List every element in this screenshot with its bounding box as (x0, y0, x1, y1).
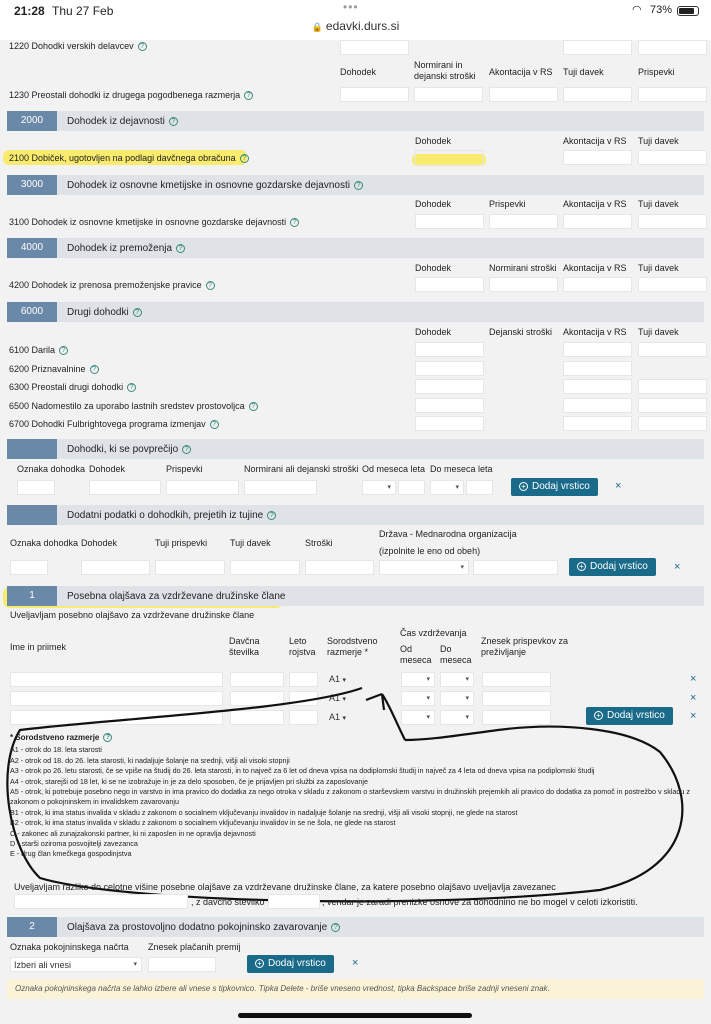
chevron-down-icon: ▾ (342, 696, 347, 703)
input-od-leto[interactable] (398, 480, 425, 495)
select-pokojninski-nacrt[interactable]: Izberi ali vnesi ▾ (10, 957, 142, 972)
hdr-oznaka: Oznaka pokojninskega načrta (10, 942, 129, 952)
input-2100-akont[interactable] (563, 150, 632, 165)
row-1230-label: 1230 Preostali dohodki iz drugega pogodbenega razmerja ? (9, 90, 253, 100)
input-6200-dohodek[interactable] (415, 361, 484, 376)
input-do-leto[interactable] (466, 480, 493, 495)
help-icon[interactable]: ? (138, 42, 147, 51)
legend-item: A3 - otrok po 26. letu starosti, če se vpiše na študij do 26. leta starosti, in to največ za 6 let od dneva vpisa na dodiplomski študij in največ za 4 leta od dneva vpisa na podiplomski študij (10, 766, 595, 776)
razlika-end-text: , vendar je zaradi prenizke osnove za dohodnino ne bo mogel v celoti izkoristiti. (322, 897, 638, 907)
section-title: Posebna olajšava za vzdrževane družinske člane (67, 591, 286, 602)
input-1230-tuji[interactable] (563, 87, 632, 102)
section-povprecijo (7, 439, 704, 459)
select-od[interactable] (401, 672, 435, 687)
section-6000 (7, 302, 704, 322)
section-title: Olajšava za prostovoljno dodatno pokojninsko zavarovanje ? (67, 922, 340, 933)
remove-row-icon[interactable]: × (352, 957, 359, 969)
hdr-ime: Ime in priimek (10, 642, 67, 652)
plus-circle-icon: + (519, 482, 528, 491)
input-razlika-ime[interactable] (14, 894, 188, 909)
input-6500-dohodek[interactable] (415, 398, 484, 413)
row-6200-label: 6200 Priznavalnine ? (9, 364, 99, 374)
hdr-dohodek: Dohodek (340, 67, 377, 77)
input-1230-akont[interactable] (489, 87, 558, 102)
hdr-tuji: Tuji davek (638, 263, 679, 273)
sorodstvo-legend (10, 733, 700, 860)
input-tuji[interactable] (230, 560, 300, 575)
help-icon[interactable]: ? (267, 511, 276, 520)
row-2100-label: 2100 Dobiček, ugotovljen na podlagi davčnega obračuna ? (9, 153, 249, 163)
hdr-cas: Čas vzdrževanja (400, 628, 467, 638)
legend-item: A2 - otrok od 18. do 26. leta starosti, ki nadaljuje šolanje na srednji, višji ali visoki stopnji (10, 755, 290, 765)
input-3100-tuji[interactable] (638, 214, 707, 229)
hdr-akont: Akontacija v RS (563, 199, 627, 209)
row-6100-label: 6100 Darila ? (9, 345, 68, 355)
section-title: Dohodki, ki se povprečijo ? (67, 444, 191, 455)
section-title: Dohodek iz premoženja ? (67, 243, 185, 254)
chevron-down-icon: ▾ (465, 695, 469, 702)
form-page (0, 40, 711, 1024)
input-3100-prisp[interactable] (489, 214, 558, 229)
remove-row-icon[interactable]: × (690, 710, 697, 722)
help-icon[interactable]: ? (354, 181, 363, 190)
hdr-oznaka: Oznaka dohodka (17, 464, 86, 474)
select-sorod[interactable]: A1 ▾ (329, 674, 347, 684)
plus-circle-icon: + (255, 959, 264, 968)
input-6300-tuji[interactable] (638, 379, 707, 394)
plus-circle-icon: + (594, 711, 603, 720)
help-icon[interactable]: ? (169, 117, 178, 126)
input-4200-akont[interactable] (563, 277, 632, 292)
input-6700-akont[interactable] (563, 416, 632, 431)
select-do[interactable] (440, 691, 474, 706)
add-row-button[interactable]: + Dodaj vrstico (247, 955, 334, 973)
select-do-mesec[interactable] (430, 480, 464, 495)
row-4200-label: 4200 Dohodek iz prenosa premoženjske pravice ? (9, 280, 215, 290)
hdr-tuji: Tuji davek (638, 199, 679, 209)
select-do[interactable] (440, 672, 474, 687)
input-6500-tuji[interactable] (638, 398, 707, 413)
input-znesek-premij[interactable] (148, 957, 216, 972)
section-number (7, 505, 57, 525)
input-prisp[interactable] (155, 560, 225, 575)
legend-item: A5 - otrok, ki potrebuje posebno nego in varstvo in ima pravico do dodatka za nego otroka v skladu z zakonom o starševskem varstvu in družinskih prejemkih ali pravico do dodatka za pomoč in postrežbo v skladu z zakonom o pokojninskem in invalidskem zavarovanju (10, 787, 690, 807)
legend-item: B2 - otrok, ki ima status invalida v skladu z zakonom o socialnem vključevanju invalidov in se ne šola, ne glede na starost (10, 818, 396, 828)
battery-icon (677, 6, 699, 16)
hdr-dej: Dejanski stroški (489, 327, 553, 337)
input-6700-dohodek[interactable] (415, 416, 484, 431)
help-icon[interactable]: ? (240, 154, 249, 163)
input-6300-dohodek[interactable] (415, 379, 484, 394)
input-ime[interactable] (10, 691, 223, 706)
multitask-dots-icon[interactable]: ••• (343, 0, 359, 14)
hdr-prisp: Tuji prispevki (155, 538, 208, 548)
hdr-do: Do meseca leta (430, 464, 493, 474)
lock-icon: 🔒 (311, 22, 323, 32)
hdr-norm: Normirani stroški (489, 263, 557, 273)
plus-circle-icon: + (577, 562, 586, 571)
input-znesek[interactable] (482, 672, 551, 687)
section-title: Drugi dohodki ? (67, 307, 142, 318)
input-6100-dohodek[interactable] (415, 342, 484, 357)
razlika-text: Uveljavljam razliko do celotne višine posebne olajšave za vzdrževane družinske člane, za katere posebno olajšavo uveljavlja zavezanec (14, 882, 556, 892)
clock: 21:28 (14, 4, 45, 18)
row-6700-label: 6700 Dohodki Fulbrightovega programa izmenjav ? (9, 419, 219, 429)
input-6100-akont[interactable] (563, 342, 632, 357)
help-icon[interactable]: ? (90, 365, 99, 374)
legend-title: * Sorodstveno razmerje ? (10, 733, 700, 743)
select-od[interactable] (401, 691, 435, 706)
hdr-stroski: Stroški (305, 538, 333, 548)
hdr-od: Od meseca leta (362, 464, 426, 474)
hdr-tuji: Tuji davek (563, 67, 604, 77)
hdr-dohodek: Dohodek (81, 538, 118, 548)
chevron-down-icon: ▾ (465, 676, 469, 683)
input-razlika-davcna[interactable] (268, 894, 320, 909)
input-leto[interactable] (289, 672, 318, 687)
legend-item: E - drug član kmečkega gospodinjstva (10, 849, 132, 859)
input-1220-dohodek[interactable] (340, 40, 409, 55)
input-3100-akont[interactable] (563, 214, 632, 229)
date: Thu 27 Feb (52, 4, 114, 18)
hdr-davcna: Davčna številka (229, 636, 260, 657)
help-icon[interactable]: ? (176, 244, 185, 253)
input-oznaka[interactable] (17, 480, 55, 495)
section-number: 3000 (7, 175, 57, 195)
hdr-akont: Akontacija v RS (563, 136, 627, 146)
help-icon[interactable]: ? (331, 923, 340, 932)
section-2 (7, 917, 704, 937)
home-indicator[interactable] (238, 1013, 472, 1018)
help-icon[interactable]: ? (103, 733, 112, 742)
input-1230-norm[interactable] (414, 87, 483, 102)
input-4200-tuji[interactable] (638, 277, 707, 292)
input-1230-dohodek[interactable] (340, 87, 409, 102)
wifi-icon: ◠ (632, 4, 642, 16)
input-4200-norm[interactable] (489, 277, 558, 292)
input-davcna[interactable] (230, 691, 284, 706)
row-1220-label: 1220 Dohodki verskih delavcev ? (9, 41, 147, 51)
chevron-down-icon: ▾ (455, 484, 459, 491)
remove-row-icon[interactable]: × (615, 480, 622, 492)
hdr-prisp: Prispevki (166, 464, 203, 474)
remove-row-icon[interactable]: × (690, 673, 697, 685)
chevron-down-icon: ▾ (342, 715, 347, 722)
help-icon[interactable]: ? (133, 308, 142, 317)
hdr-akont: Akontacija v RS (563, 263, 627, 273)
chevron-down-icon: ▾ (426, 676, 430, 683)
input-leto[interactable] (289, 710, 318, 725)
remove-row-icon[interactable]: × (674, 561, 681, 573)
hdr-norm-dej: Normirani in dejanski stroški (414, 60, 476, 81)
chevron-down-icon: ▾ (387, 484, 391, 491)
section-title: Dodatni podatki o dohodkih, prejetih iz tujine ? (67, 510, 276, 521)
hdr-dohodek: Dohodek (89, 464, 126, 474)
hdr-akont: Akontacija v RS (489, 67, 553, 77)
help-icon[interactable]: ? (59, 346, 68, 355)
section-number: 1 (7, 586, 57, 606)
chevron-down-icon: ▾ (342, 677, 347, 684)
select-sorod[interactable]: A1 ▾ (329, 712, 347, 722)
keyboard-hint: Oznaka pokojninskega načrta se lahko izbere ali vnese s tipkovnico. Tipka Delete - briše vneseno vrednost, tipka Backspace briše zadnji vneseni znak. (7, 979, 704, 999)
input-6200-akont[interactable] (563, 361, 632, 376)
select-drzava[interactable] (379, 560, 469, 575)
legend-item: B1 - otrok, ki ima status invalida v skladu z zakonom o socialnem vključevanju invalidov in nadaljuje šolanje na srednji, višji ali visoki stopnji, ne glede na starost (10, 807, 518, 817)
section-3000 (7, 175, 704, 195)
hdr-znesek: Znesek plačanih premij (148, 942, 241, 952)
help-icon[interactable]: ? (182, 445, 191, 454)
legend-item: A4 - otrok, starejši od 18 let, ki se ne izobražuje in je za delo sposoben, če je prijavljen pri službi za zaposlovanje (10, 776, 368, 786)
input-2100-tuji[interactable] (638, 150, 707, 165)
hdr-oznaka: Oznaka dohodka (10, 538, 79, 548)
select-sorod[interactable]: A1 ▾ (329, 693, 347, 703)
input-norm[interactable] (244, 480, 317, 495)
hdr-tuji: Tuji davek (638, 327, 679, 337)
input-4200-dohodek[interactable] (415, 277, 484, 292)
chevron-down-icon: ▾ (465, 714, 469, 721)
input-znesek[interactable] (482, 691, 551, 706)
input-2100-dohodek[interactable] (415, 150, 484, 165)
input-leto[interactable] (289, 691, 318, 706)
input-ime[interactable] (10, 710, 223, 725)
input-1230-prisp[interactable] (638, 87, 707, 102)
section-number: 2000 (7, 111, 57, 131)
ios-status-bar (0, 0, 711, 40)
row-6500-label: 6500 Nadomestilo za uporabo lastnih sredstev prostovoljca ? (9, 401, 258, 411)
add-row-button[interactable]: + Dodaj vrstico (511, 478, 598, 496)
add-row-button[interactable]: + Dodaj vrstico (586, 707, 673, 725)
input-6700-tuji[interactable] (638, 416, 707, 431)
input-dohodek[interactable] (81, 560, 150, 575)
hdr-prisp: Prispevki (489, 199, 526, 209)
help-icon[interactable]: ? (210, 420, 219, 429)
hdr-dohodek: Dohodek (415, 327, 452, 337)
section-number (7, 439, 57, 459)
chevron-down-icon: ▾ (426, 714, 430, 721)
hdr-do: Do meseca (440, 644, 472, 665)
help-icon[interactable]: ? (290, 218, 299, 227)
input-6100-tuji[interactable] (638, 342, 707, 357)
input-3100-dohodek[interactable] (415, 214, 484, 229)
section-number: 6000 (7, 302, 57, 322)
input-6500-akont[interactable] (563, 398, 632, 413)
section-2000 (7, 111, 704, 131)
input-1220-tuji[interactable] (638, 40, 707, 55)
hdr-tuji: Tuji davek (638, 136, 679, 146)
hdr-prisp: Prispevki (638, 67, 675, 77)
section-title: Dohodek iz dejavnosti ? (67, 116, 178, 127)
intro-text: Uveljavljam posebno olajšavo za vzdrževane družinske člane (10, 610, 255, 620)
hdr-dohodek: Dohodek (415, 263, 452, 273)
chevron-down-icon: ▾ (460, 564, 464, 571)
section-4000 (7, 238, 704, 258)
hdr-dohodek: Dohodek (415, 199, 452, 209)
input-oznaka[interactable] (10, 560, 48, 575)
input-stroski[interactable] (305, 560, 374, 575)
hdr-akont: Akontacija v RS (563, 327, 627, 337)
help-icon[interactable]: ? (127, 383, 136, 392)
section-title: Dohodek iz osnovne kmetijske in osnovne gozdarske dejavnosti ? (67, 180, 363, 191)
hdr-drzava: Država - Mednarodna organizacija (379, 529, 517, 539)
remove-row-icon[interactable]: × (690, 692, 697, 704)
hdr-dohodek: Dohodek (415, 136, 452, 146)
select-do[interactable] (440, 710, 474, 725)
input-znesek[interactable] (482, 710, 551, 725)
input-1220-akont[interactable] (563, 40, 632, 55)
legend-item: C - zakonec ali zunajzakonski partner, ki ni zaposlen in ne opravlja dejavnosti (10, 828, 256, 838)
hdr-od: Od meseca (400, 644, 432, 665)
select-od-mesec[interactable] (362, 480, 396, 495)
legend-item: D - starši oziroma posvojitelji zavezanca (10, 839, 138, 849)
hdr-norm: Normirani ali dejanski stroški (244, 464, 359, 474)
hdr-tuji: Tuji davek (230, 538, 271, 548)
help-icon[interactable]: ? (249, 402, 258, 411)
input-organizacija[interactable] (473, 560, 558, 575)
hdr-leto: Leto rojstva (289, 636, 316, 657)
input-davcna[interactable] (230, 672, 284, 687)
select-od[interactable] (401, 710, 435, 725)
chevron-down-icon: ▾ (133, 961, 137, 968)
row-6300-label: 6300 Preostali drugi dohodki ? (9, 382, 136, 392)
hdr-drzava-sub: (izpolnite le eno od obeh) (379, 546, 481, 556)
section-number: 4000 (7, 238, 57, 258)
row-3100-label: 3100 Dohodek iz osnovne kmetijske in osnovne gozdarske dejavnosti ? (9, 217, 299, 227)
input-davcna[interactable] (230, 710, 284, 725)
razlika-davcna-label: , z davčno številko (191, 897, 265, 907)
help-icon[interactable]: ? (244, 91, 253, 100)
input-dohodek[interactable] (89, 480, 161, 495)
input-ime[interactable] (10, 672, 223, 687)
add-row-button[interactable]: + Dodaj vrstico (569, 558, 656, 576)
section-number: 2 (7, 917, 57, 937)
url-text: edavki.durs.si (325, 19, 400, 33)
section-tujina (7, 505, 704, 525)
legend-item: A1 - otrok do 18. leta starosti (10, 745, 102, 755)
address-bar[interactable] (0, 19, 711, 33)
help-icon[interactable]: ? (206, 281, 215, 290)
hdr-sorod: Sorodstveno razmerje * (327, 636, 378, 657)
chevron-down-icon: ▾ (426, 695, 430, 702)
hdr-znesek: Znesek prispevkov za preživljanje (481, 636, 569, 657)
input-6300-akont[interactable] (563, 379, 632, 394)
section-1 (7, 586, 704, 606)
battery-percent: 73% (650, 4, 673, 16)
input-prisp[interactable] (166, 480, 239, 495)
